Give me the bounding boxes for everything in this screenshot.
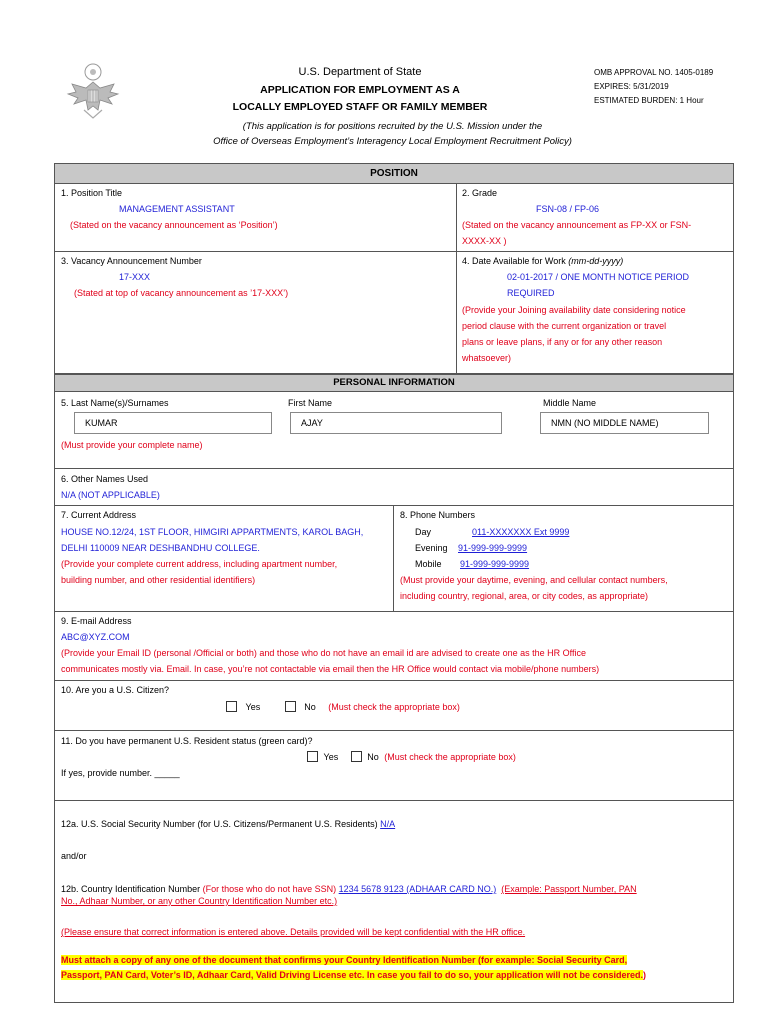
omb-expires: EXPIRES: 5/31/2019 [594, 82, 669, 91]
ssn-row [61, 819, 395, 829]
phone-hint-line2: including country, regional, area, or city codes, as appropriate) [400, 591, 648, 601]
grade-label: 2. Grade [462, 188, 498, 198]
country-id-value[interactable]: 1234 5678 9123 (ADHAAR CARD NO.) [338, 884, 497, 894]
position-title-label: 1. Position Title [61, 188, 123, 198]
citizen-question: 10. Are you a U.S. Citizen? [61, 685, 170, 695]
personal-section [54, 391, 734, 1003]
address-value-line2[interactable]: DELHI 110009 NEAR DESHBANDHU COLLEGE. [61, 543, 260, 553]
name-hint: (Must provide your complete name) [61, 440, 203, 450]
section-header-personal: PERSONAL INFORMATION [54, 374, 734, 392]
omb-approval: OMB APPROVAL NO. 1405-0189 [594, 68, 714, 77]
country-id-example-line1: (Example: Passport Number, PAN [501, 884, 637, 894]
citizen-no-label: No [304, 702, 316, 712]
other-names-label: 6. Other Names Used [61, 474, 149, 484]
date-available-label: 4. Date Available for Work (mm-dd-yyyy) [462, 256, 624, 266]
phone-hint-line1: (Must provide your daytime, evening, and cellular contact numbers, [400, 575, 668, 585]
address-hint-line1: (Provide your complete current address, including apartment number, [61, 559, 338, 569]
email-hint-line1: (Provide your Email ID (personal /Official or both) and those who do not have an email id are advised to create one as the HR Office [61, 648, 586, 658]
citizen-yes-label: Yes [245, 702, 261, 712]
position-title-value[interactable]: MANAGEMENT ASSISTANT [119, 204, 235, 214]
country-id-example-line2: No., Adhaar Number, or any other Country Identification Number etc.) [61, 896, 338, 906]
phone-mobile-value[interactable]: 91-999-999-9999 [460, 559, 530, 569]
ssn-value[interactable]: N/A [380, 819, 396, 829]
grade-hint-line1: (Stated on the vacancy announcement as FP-XX or FSN- [462, 220, 692, 230]
phone-mobile-label: Mobile [415, 559, 442, 569]
form-title-line2: LOCALLY EMPLOYED STAFF OR FAMILY MEMBER [232, 101, 488, 113]
divider-after-resident [54, 800, 734, 801]
citizen-options [226, 701, 460, 712]
resident-no-label: No [367, 752, 379, 762]
last-name-field[interactable]: KUMAR [74, 412, 272, 434]
country-id-row [61, 882, 726, 896]
date-available-value-line2: REQUIRED [507, 288, 555, 298]
resident-number-prompt[interactable]: If yes, provide number. _____ [61, 768, 180, 778]
citizen-yes-checkbox[interactable] [226, 701, 237, 712]
date-available-hint: (Provide your Joining availability date considering notice period clause with the current organization or travel plans or leave plans, if any or for any other reason whatsoever) [462, 305, 686, 363]
address-label: 7. Current Address [61, 510, 137, 520]
divider-after-other-names [54, 505, 734, 506]
last-name-label: 5. Last Name(s)/Surnames [61, 398, 169, 408]
divider-after-address [54, 611, 734, 612]
phone-numbers-label: 8. Phone Numbers [400, 510, 476, 520]
email-hint-line2: communicates mostly via. Email. In case, you’re not contactable via email then the HR Office would contact via mobile/phone numbers) [61, 664, 600, 674]
phone-evening-label: Evening [415, 543, 448, 553]
citizen-check-hint: (Must check the appropriate box) [328, 702, 460, 712]
first-name-field[interactable]: AJAY [290, 412, 502, 434]
position-row-divider [54, 251, 734, 252]
grade-hint-line2: XXXX-XX ) [462, 236, 507, 246]
address-value-line1[interactable]: HOUSE NO.12/24, 1ST FLOOR, HIMGIRI APPARTMENTS, KAROL BAGH, [61, 527, 364, 537]
phone-evening-value[interactable]: 91-999-999-9999 [458, 543, 528, 553]
resident-yes-checkbox[interactable] [307, 751, 318, 762]
divider-after-email [54, 680, 734, 681]
divider-after-citizen [54, 730, 734, 731]
phone-day-label: Day [415, 527, 432, 537]
form-subtitle-line2: Office of Overseas Employment’s Interagency Local Employment Recruitment Policy) [213, 136, 572, 147]
country-id-label: 12b. Country Identification Number [61, 884, 203, 894]
citizen-no-checkbox[interactable] [285, 701, 296, 712]
first-name-label: First Name [288, 398, 333, 408]
date-available-value-line1[interactable]: 02-01-2017 / ONE MONTH NOTICE PERIOD [507, 272, 690, 282]
country-id-note: (For those who do not have SSN) [202, 884, 339, 894]
vacancy-number-hint: (Stated at top of vacancy announcement as ’17-XXX’) [74, 288, 289, 298]
position-title-hint: (Stated on the vacancy announcement as ‘Position’) [70, 220, 278, 230]
and-or-text: and/or [61, 851, 87, 861]
phone-day-value[interactable]: 011-XXXXXXX Ext 9999 [472, 527, 570, 537]
department-name: U.S. Department of State [298, 66, 422, 78]
resident-options [307, 751, 516, 762]
form-subtitle-line1: (This application is for positions recruited by the U.S. Mission under the [242, 121, 543, 132]
department-seal-logo [66, 62, 120, 120]
address-hint-line2: building number, and other residential identifiers) [61, 575, 256, 585]
other-names-value[interactable]: N/A (NOT APPLICABLE) [61, 490, 160, 500]
resident-yes-label: Yes [323, 752, 339, 762]
email-label: 9. E-mail Address [61, 616, 132, 626]
ssn-label: 12a. U.S. Social Security Number (for U.S. Citizens/Permanent U.S. Residents) [61, 819, 381, 829]
vacancy-number-label: 3. Vacancy Announcement Number [61, 256, 202, 266]
vacancy-number-value[interactable]: 17-XXX [119, 272, 151, 282]
section-header-position: POSITION [54, 163, 734, 184]
omb-burden: ESTIMATED BURDEN: 1 Hour [594, 96, 704, 105]
grade-value[interactable]: FSN-08 / FP-06 [536, 204, 600, 214]
divider-after-name [54, 468, 734, 469]
resident-no-checkbox[interactable] [351, 751, 362, 762]
middle-name-label: Middle Name [543, 398, 597, 408]
email-value[interactable]: ABC@XYZ.COM [61, 632, 130, 642]
address-phone-divider [393, 505, 394, 611]
confidential-notice: (Please ensure that correct information is entered above. Details provided will be kept confidential with the HR office. [61, 927, 526, 937]
position-column-divider [456, 183, 457, 374]
attach-document-notice: Must attach a copy of any one of the document that confirms your Country Identification Number (for example: Social Security Card, Passport, PAN Card, Voter’s ID, Adhaar Card, Valid Driving License etc. In case you fail to do so, your application will not be considered.) [61, 955, 646, 980]
resident-question: 11. Do you have permanent U.S. Resident status (green card)? [61, 736, 313, 746]
middle-name-field[interactable]: NMN (NO MIDDLE NAME) [540, 412, 709, 434]
resident-check-hint: (Must check the appropriate box) [384, 752, 516, 762]
form-title-line1: APPLICATION FOR EMPLOYMENT AS A [260, 84, 460, 96]
